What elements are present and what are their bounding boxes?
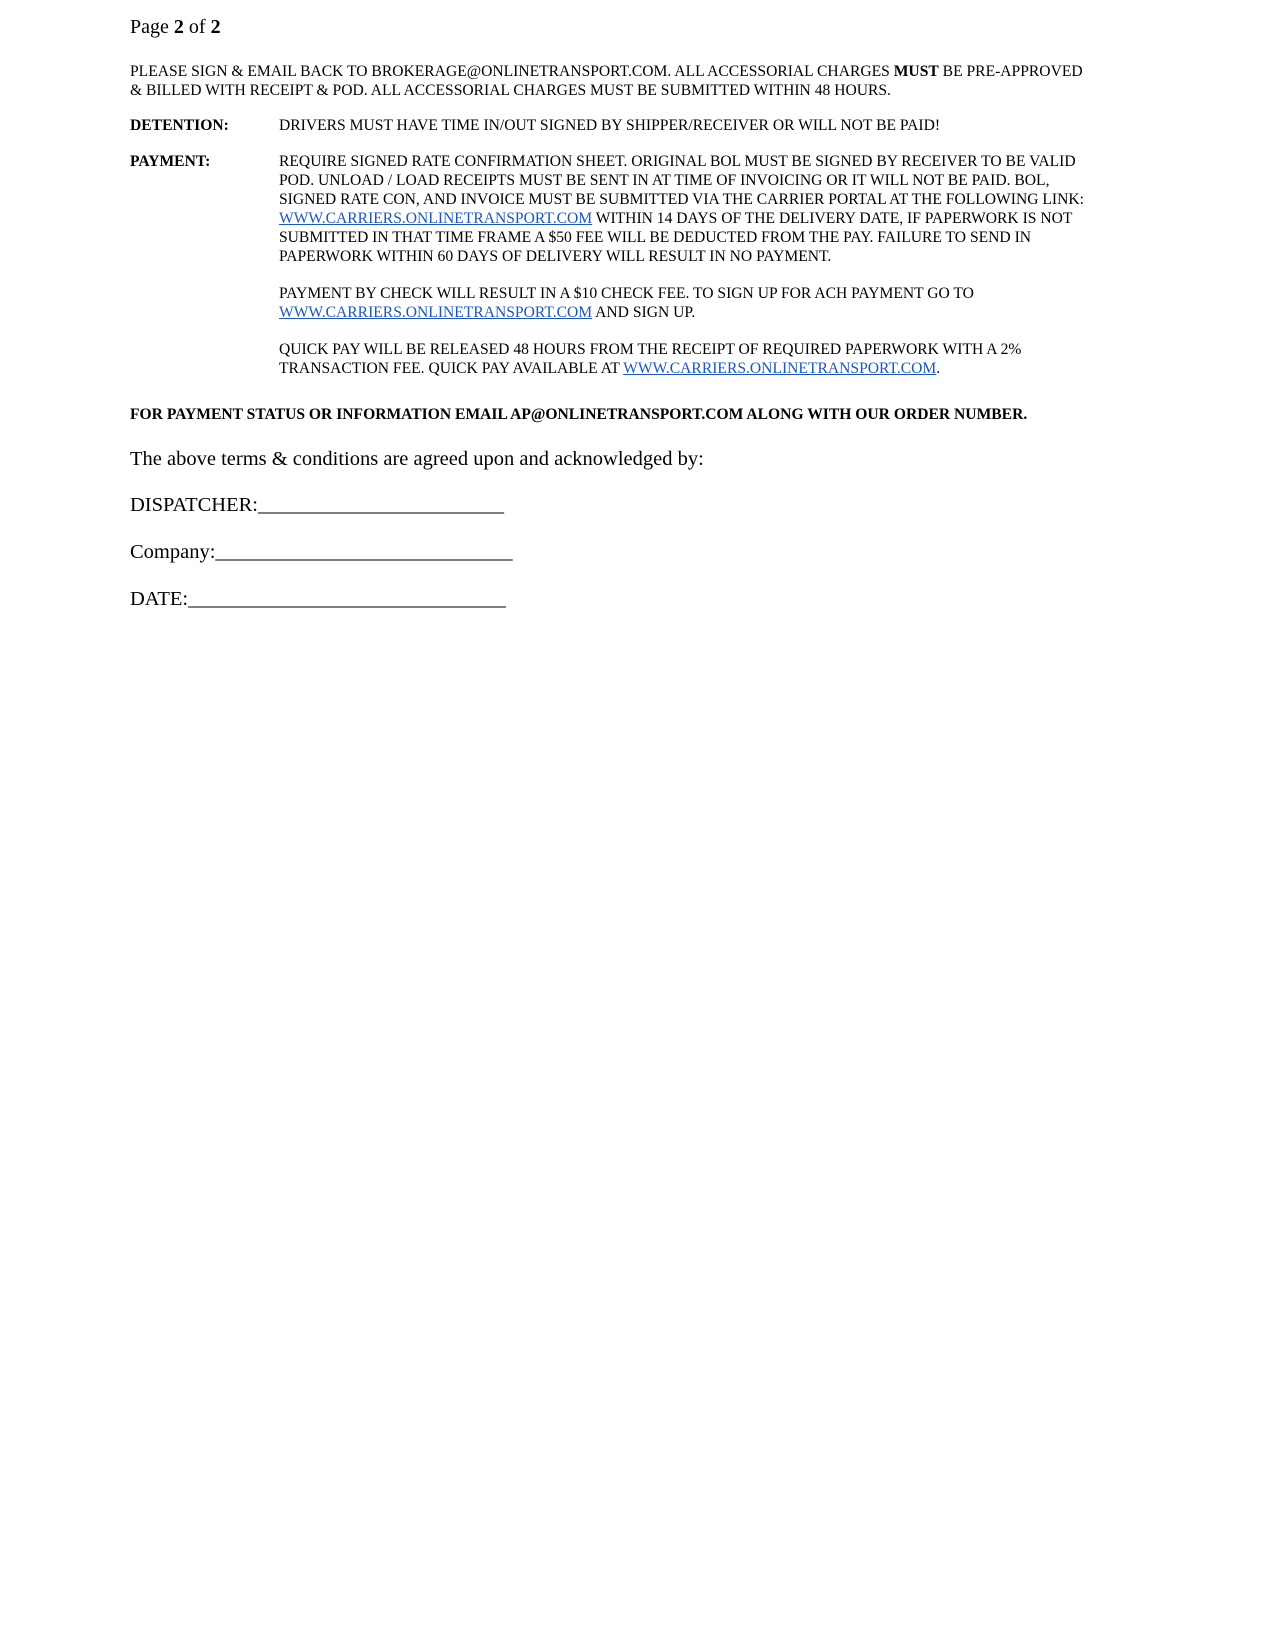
payment-para-3-line: QUICK PAY WILL BE RELEASED 48 HOURS FROM THE RECEIPT OF REQUIRED PAPERWORK WITH A 2% xyxy=(279,341,1022,358)
payment-para-3-line-text: TRANSACTION FEE. QUICK PAY AVAILABLE AT xyxy=(279,360,624,377)
intro-line-1 xyxy=(130,62,1170,81)
payment-para-1-line: SUBMITTED IN THAT TIME FRAME A $50 FEE WILL BE DEDUCTED FROM THE PAY. FAILURE TO SEND IN xyxy=(279,229,1032,246)
detention-line: DRIVERS MUST HAVE TIME IN/OUT SIGNED BY SHIPPER/RECEIVER OR WILL NOT BE PAID! xyxy=(279,117,941,134)
payment-para-1-line: PAPERWORK WITHIN 60 DAYS OF DELIVERY WILL RESULT IN NO PAYMENT. xyxy=(279,248,832,265)
payment-para-1-line: POD. UNLOAD / LOAD RECEIPTS MUST BE SENT IN AT TIME OF INVOICING OR IT WILL NOT BE PAID. BOL, xyxy=(279,172,1050,189)
payment-para-1-line: REQUIRE SIGNED RATE CONFIRMATION SHEET. ORIGINAL BOL MUST BE SIGNED BY RECEIVER TO BE VALID xyxy=(279,153,1076,170)
detention-label: DETENTION: xyxy=(130,117,229,134)
intro-paragraph xyxy=(130,62,1170,100)
payment-para-2-line xyxy=(279,303,1179,322)
payment-para-2-line-text: AND SIGN UP. xyxy=(592,304,696,321)
payment-para-1 xyxy=(279,152,1179,266)
intro-line-1-text: PLEASE SIGN & EMAIL BACK TO BROKERAGE@ONLINETRANSPORT.COM. ALL ACCESSORIAL CHARGES xyxy=(130,63,894,80)
payment-para-2 xyxy=(279,284,1179,322)
intro-line-1-end: BE PRE-APPROVED xyxy=(938,63,1083,80)
detention-section xyxy=(130,116,1170,136)
payment-status-notice: FOR PAYMENT STATUS OR INFORMATION EMAIL AP@ONLINETRANSPORT.COM ALONG WITH OUR ORDER NUMBER. xyxy=(130,406,1028,423)
page-current: 2 xyxy=(173,16,184,38)
payment-para-2-line: PAYMENT BY CHECK WILL RESULT IN A $10 CHECK FEE. TO SIGN UP FOR ACH PAYMENT GO TO xyxy=(279,285,974,302)
quick-pay-link[interactable]: WWW.CARRIERS.ONLINETRANSPORT.COM xyxy=(623,360,937,377)
company-signature-line[interactable]: Company:_____________________________ xyxy=(130,541,513,563)
date-signature-line[interactable]: DATE:_______________________________ xyxy=(130,588,506,610)
intro-line-2: & BILLED WITH RECEIPT & POD. ALL ACCESSORIAL CHARGES MUST BE SUBMITTED WITHIN 48 HOURS. xyxy=(130,82,891,99)
payment-para-3 xyxy=(279,340,1179,378)
page-label: Page xyxy=(130,16,169,38)
payment-label: PAYMENT: xyxy=(130,153,211,170)
payment-para-1-line xyxy=(279,209,1179,228)
payment-para-1-line: SIGNED RATE CON, AND INVOICE MUST BE SUBMITTED VIA THE CARRIER PORTAL AT THE FOLLOWING LINK: xyxy=(279,191,1084,208)
page-of: of xyxy=(188,16,206,38)
payment-para-1-line-text: WITHIN 14 DAYS OF THE DELIVERY DATE, IF PAPERWORK IS NOT xyxy=(592,210,1073,227)
payment-section xyxy=(130,152,1170,392)
payment-para-3-line xyxy=(279,359,1179,378)
ach-signup-link[interactable]: WWW.CARRIERS.ONLINETRANSPORT.COM xyxy=(279,304,593,321)
page-number xyxy=(130,14,221,40)
page-total: 2 xyxy=(210,16,221,38)
payment-terms xyxy=(279,152,1179,378)
agreement-statement: The above terms & conditions are agreed upon and acknowledged by: xyxy=(130,448,704,470)
intro-must-emphasis: MUST xyxy=(893,63,939,80)
detention-text xyxy=(279,116,1179,135)
payment-para-3-line-end: . xyxy=(936,360,941,377)
dispatcher-signature-line[interactable]: DISPATCHER:________________________ xyxy=(130,494,504,516)
carrier-portal-link[interactable]: WWW.CARRIERS.ONLINETRANSPORT.COM xyxy=(279,210,593,227)
